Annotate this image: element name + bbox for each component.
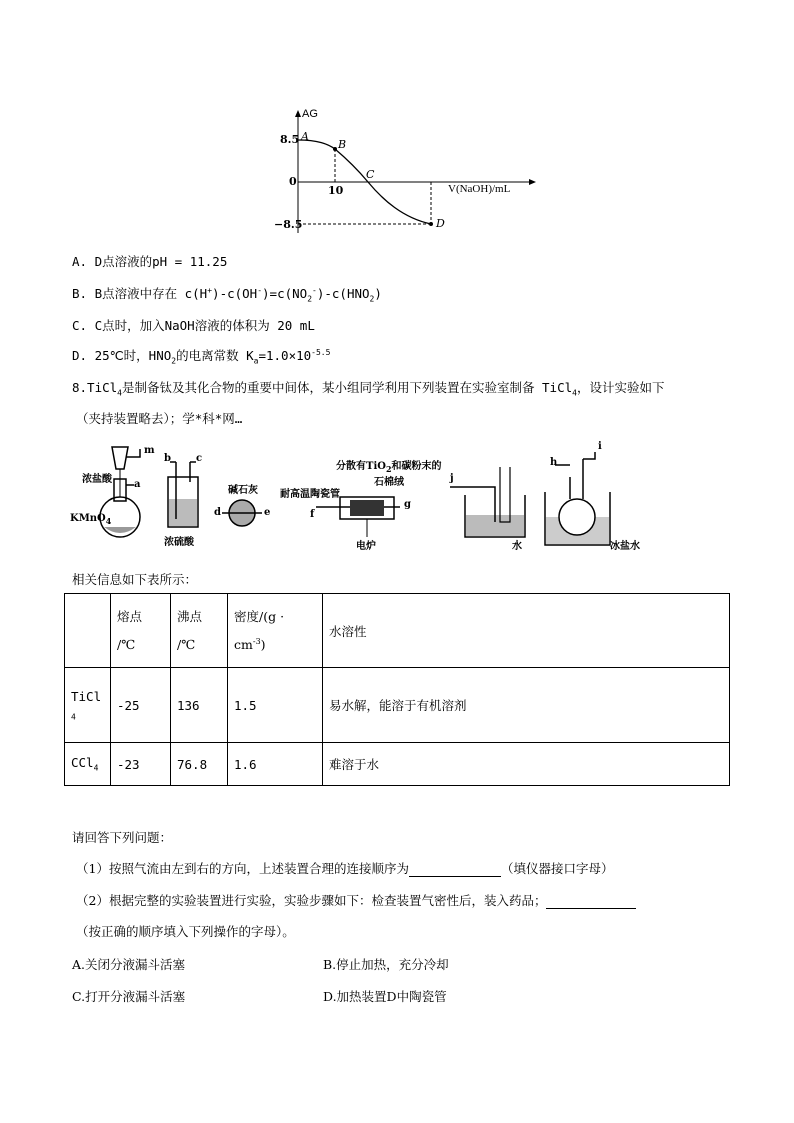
row-solubility: 难溶于水	[323, 743, 730, 786]
row-density: 1.6	[228, 743, 323, 786]
row-mp: -25	[111, 668, 171, 743]
choice-b: B.停止加热，充分冷却	[323, 957, 449, 972]
row-name-ticl4: TiCl $_4$	[65, 668, 111, 743]
label-furnace: 电炉	[356, 541, 376, 552]
y-tick-0: 0	[289, 175, 297, 188]
x-axis-label: V(NaOH)/mL	[448, 183, 511, 195]
y-tick-8.5: 8.5	[280, 133, 300, 146]
choice-c: C.打开分液漏斗活塞	[72, 989, 186, 1004]
header-melting-point: 熔点 /℃	[111, 594, 171, 668]
header-density: 密度/(g · $cm^{-3}$)	[228, 594, 323, 668]
apparatus-diagram	[70, 437, 680, 552]
ag-titration-graph	[268, 108, 538, 238]
point-a-label: A	[301, 130, 309, 143]
point-c-label: C	[366, 168, 375, 181]
label-d: d	[214, 507, 221, 518]
row-density: 1.5	[228, 668, 323, 743]
option-c: C. C点时，加入NaOH溶液的体积为 20 mL	[72, 318, 315, 333]
y-tick-neg8.5: −8.5	[274, 218, 303, 231]
y-axis-label: AG	[302, 108, 318, 120]
questions-prompt: 请回答下列问题：	[72, 830, 173, 845]
properties-table	[64, 593, 730, 786]
header-boiling-point: 沸点 /℃	[171, 594, 228, 668]
q8-line1: 8.TiCl$_4$是制备钛及其化合物的重要中间体，某小组同学利用下列装置在实验室制备 TiCl$_4$，设计实验如下	[72, 380, 665, 398]
choice-a: A.关闭分液漏斗活塞	[72, 957, 186, 972]
option-d: D. 25℃时，$HNO_2$的电离常数 $K_a=1.0\times 10^{-5.5}$	[72, 347, 331, 366]
label-tio2-carbon: 分散有TiO$_2$和碳粉末的	[336, 461, 442, 474]
label-m: m	[144, 445, 155, 456]
option-a: A. D点溶液的pH = 11.25	[72, 254, 228, 269]
row-name-ccl4: CCl$_4$	[65, 743, 111, 786]
row-bp: 136	[171, 668, 228, 743]
option-b: B. B点溶液中存在 $c(H^+)-c(OH^-)=c(NO_2^-)-c(HNO_2)$	[72, 285, 382, 304]
table-intro: 相关信息如下表所示：	[72, 572, 198, 587]
table-header-row	[65, 594, 730, 668]
x-tick-10: 10	[328, 184, 344, 197]
question-2-note: （按正确的顺序填入下列操作的字母）。	[76, 924, 295, 939]
question-2: （2）根据完整的实验装置进行实验，实验步骤如下：检查装置气密性后，装入药品；	[76, 891, 636, 909]
question-1: （1）按照气流由左到右的方向，上述装置合理的连接顺序为 （填仪器接口字母）	[76, 861, 614, 876]
point-d-label: D	[436, 217, 445, 230]
table-row	[65, 668, 730, 743]
label-h: h	[550, 457, 558, 468]
header-empty	[65, 594, 111, 668]
table-row	[65, 743, 730, 786]
answer-blank-1[interactable]	[409, 861, 501, 877]
answer-blank-2[interactable]	[546, 893, 636, 909]
q8-line2: （夹持装置略去）；学*科*网…	[76, 411, 243, 426]
label-g: g	[404, 499, 411, 510]
label-a: a	[134, 479, 141, 490]
label-kmno4: KMnO$_4$	[70, 513, 112, 526]
label-conc-h2so4: 浓硫酸	[164, 537, 194, 548]
label-ceramic-tube: 耐高温陶瓷管	[280, 489, 340, 500]
label-conc-hcl: 浓盐酸	[82, 474, 112, 485]
header-solubility: 水溶性	[323, 594, 730, 668]
label-asbestos: 石棉绒	[374, 477, 404, 488]
label-c: c	[196, 453, 203, 464]
label-j: j	[450, 473, 454, 484]
label-ice-salt-water: 冰盐水	[610, 541, 640, 552]
row-solubility: 易水解，能溶于有机溶剂	[323, 668, 730, 743]
label-e: e	[264, 507, 271, 518]
row-bp: 76.8	[171, 743, 228, 786]
label-b: b	[164, 453, 171, 464]
row-mp: -23	[111, 743, 171, 786]
point-b-label: B	[338, 138, 347, 151]
choice-d: D.加热装置D中陶瓷管	[323, 989, 447, 1004]
label-i: i	[598, 441, 602, 452]
label-soda-lime: 碱石灰	[228, 485, 258, 496]
label-f: f	[310, 509, 315, 520]
label-water: 水	[512, 541, 522, 552]
